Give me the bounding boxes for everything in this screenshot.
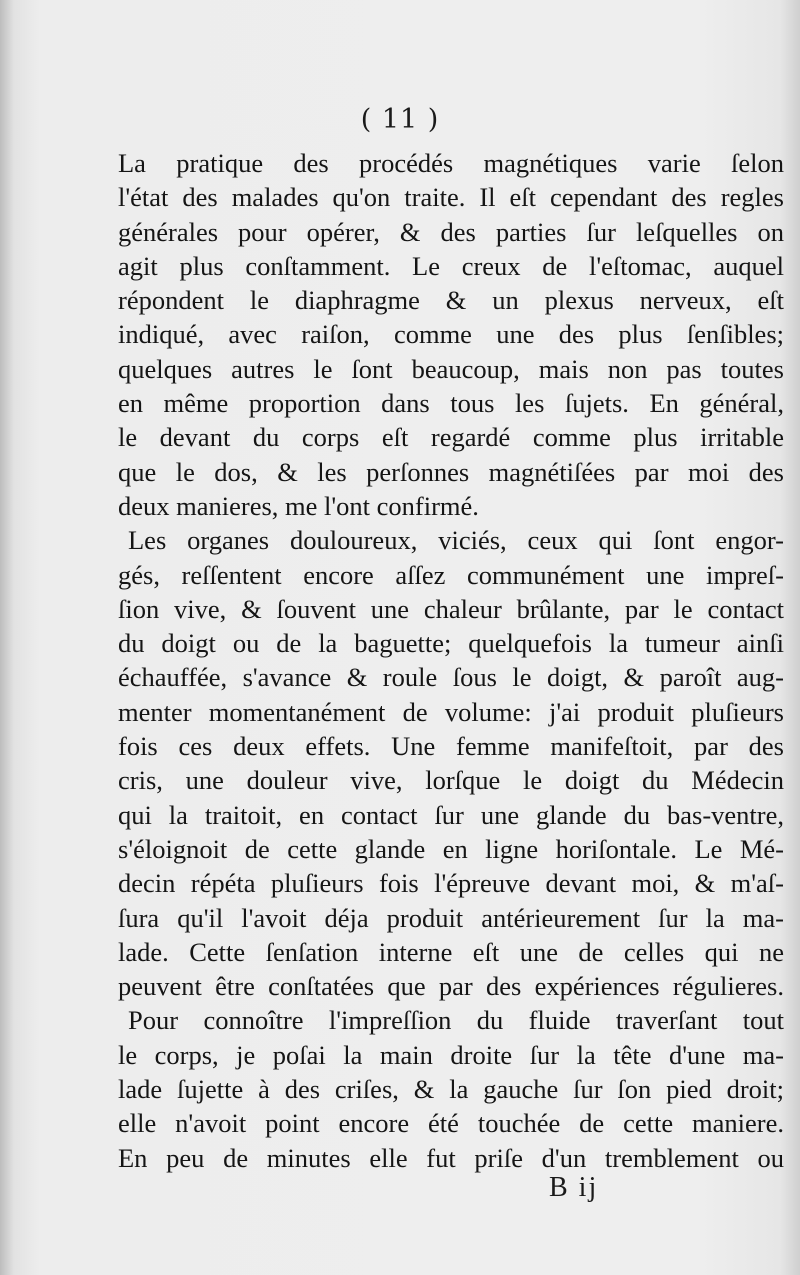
text-line: En peu de minutes elle fut priſe d'un tremblement ou <box>118 1142 784 1173</box>
body-text <box>118 146 784 1175</box>
page-number: ( 11 ) <box>360 104 440 135</box>
text-line: ſura qu'il l'avoit déja produit antérieurement ſur la ma- <box>118 902 784 933</box>
text-line: quelques autres le ſont beaucoup, mais non pas toutes <box>118 353 784 384</box>
text-line: decin répéta pluſieurs fois l'épreuve devant moi, & m'aſ- <box>118 868 784 899</box>
text-line: du doigt ou de la baguette; quelquefois la tumeur ainſi <box>118 628 784 659</box>
text-line: générales pour opérer, & des parties ſur leſquelles on <box>118 216 784 247</box>
text-line: indiqué, avec raiſon, comme une des plus ſenſibles; <box>118 319 784 350</box>
text-line: échauffée, s'avance & roule ſous le doigt, & paroît aug- <box>118 662 784 693</box>
text-line: Pour connoître l'impreſſion du fluide traverſant tout <box>128 1005 784 1036</box>
text-line: peuvent être conſtatées que par des expériences régulieres. <box>118 971 784 1002</box>
text-line: gés, reſſentent encore aſſez communément une impreſ- <box>118 559 784 590</box>
text-line: La pratique des procédés magnétiques varie ſelon <box>118 148 784 178</box>
text-line: cris, une douleur vive, lorſque le doigt du Médecin <box>118 765 784 796</box>
text-line: menter momentanément de volume: j'ai produit pluſieurs <box>118 696 784 727</box>
text-line: que le dos, & les perſonnes magnétiſées par moi des <box>118 456 784 487</box>
text-line: fois ces deux effets. Une femme manifeſtoit, par des <box>118 731 784 762</box>
text-line: lade ſujette à des criſes, & la gauche ſur ſon pied droit; <box>118 1074 784 1105</box>
text-line: répondent le diaphragme & un plexus nerveux, eſt <box>118 285 784 316</box>
text-line: lade. Cette ſenſation interne eſt une de celles qui ne <box>118 936 784 967</box>
text-line: qui la traitoit, en contact ſur une glande du bas-ventre, <box>118 799 784 830</box>
text-line: ſion vive, & ſouvent une chaleur brûlante, par le contact <box>118 593 784 624</box>
signature-mark: B ij <box>549 1172 599 1203</box>
text-line: en même proportion dans tous les ſujets. En général, <box>118 388 784 419</box>
text-line: elle n'avoit point encore été touchée de cette maniere. <box>118 1108 784 1139</box>
text-line: Les organes douloureux, viciés, ceux qui ſont engor- <box>128 525 784 556</box>
text-line: s'éloignoit de cette glande en ligne horiſontale. Le Mé- <box>118 833 784 864</box>
text-line: agit plus conſtamment. Le creux de l'eſtomac, auquel <box>118 250 784 281</box>
text-line: le corps, je poſai la main droite ſur la tête d'une ma- <box>118 1039 784 1070</box>
text-line: l'état des malades qu'on traite. Il eſt cependant des regles <box>118 182 784 213</box>
text-line: le devant du corps eſt regardé comme plus irritable <box>118 422 784 453</box>
text-line: deux manieres, me l'ont confirmé. <box>118 490 479 521</box>
